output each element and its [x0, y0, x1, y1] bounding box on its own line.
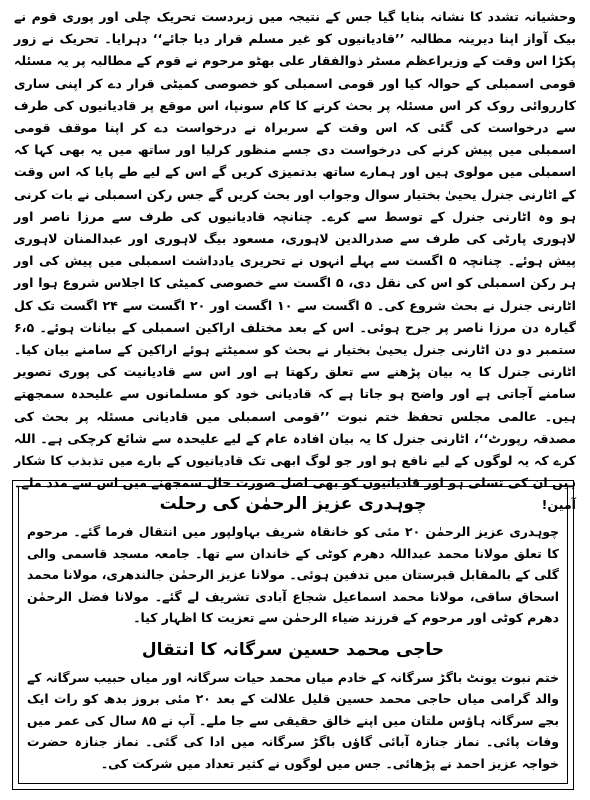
- article-paragraph: وحشیانہ تشدد کا نشانہ بنایا گیا جس کے نتیجہ میں زبردست تحریک چلی اور پوری قوم نے بیک آواز اپنا دیرینہ مطالبہ ’’قادیانیوں کو غیر مسلم قرار دیا جائے‘‘ دہرایا۔ تحریک نے زور پکڑا اس وقت کے وزیراعظم مسٹر ذوالفقار علی بھٹو مرحوم نے قوم کے مطالبہ پر یہ مسئلہ قومی اسمبلی کے حوالہ کیا اور قومی اسمبلی کو خصوصی کمیٹی قرار دے کر اپنی ساری کارروائی روک کر اس مسئلہ پر بحث کرنے کا کام سونپا، اس موقع پر قادیانیوں کی طرف سے درخواست کی گئی کہ اس وقت کے سربراہ نے درخواست دے کر اپنا موقف قومی اسمبلی میں پیش کرنے کی درخواست دی جسے منظور کرلیا اور ساتھ میں یہ بھی کہا کہ اسمبلی میں مولوی ہیں اور ہمارے ساتھ بدتمیزی کریں گے اس کے لیے طے پایا کہ اس وقت کے اٹارنی جنرل یحییٰ بختیار سوال وجواب اور بحث کریں گے جس رکن اسمبلی نے بات کرنی ہو وہ اٹارنی جنرل کے توسط سے کرے۔ چنانچہ قادیانیوں کی طرف سے مرزا ناصر اور لاہوری پارٹی کی طرف سے صدرالدین لاہوری، مسعود بیگ لاہوری اور عبدالمنان لاہوری پیش ہوئے۔ چنانچہ ۵ اگست سے پہلے انہوں نے تحریری یادداشت اسمبلی میں پیش کی اور ہر رکن اسمبلی کو اس کی نقل دی، ۵ اگست سے خصوصی کمیٹی کا اجلاس شروع ہوا اور اٹارنی جنرل نے بحث شروع کی۔ ۵ اگست سے ۱۰ اگست اور ۲۰ اگست سے ۲۴ اگست تک کل گیارہ دن مرزا ناصر پر جرح ہوئی۔ اس کے بعد مختلف اراکین اسمبلی کے بیانات ہوئے۔ ۶،۵ ستمبر دو دن اٹارنی جنرل یحییٰ بختیار نے بحث کو سمیٹتے ہوئے اراکین کے سامنے بیان کیا۔ اٹارنی جنرل کا یہ بیان پڑھنے سے تعلق رکھتا ہے اور اس سے قادیانیت کی پوری تصویر سامنے آجاتی ہے اور واضح ہو جاتا ہے کہ قادیانی خود کو مسلمانوں سے علیحدہ سمجھتے ہیں۔ عالمی مجلس تحفظ ختم نبوت ’’قومی اسمبلی میں قادیانی مسئلہ پر بحث کی مصدقہ رپورٹ‘‘، اٹارنی جنرل کا یہ بیان افادہ عام کے لیے علیحدہ سے شائع کرچکی ہے۔ اللہ کرے کہ یہ لوگوں کے لیے نافع ہو اور جو لوگ ابھی تک قادیانیوں کے بارے میں تذبذب کا شکار ہیں ان کی تسلی ہو اور قادیانیوں کو بھی اصل صورت حال سمجھنے میں اس سے مدد ملے۔ آمین!: [14, 9, 577, 513]
- obituary-title-muhammad-hussain: حاجی محمد حسین سرگانہ کا انتقال: [141, 639, 445, 660]
- obituary-box: [12, 480, 574, 790]
- obituary-title-aziz-ur-rehman: چوہدری عزیز الرحمٰن کی رحلت: [159, 494, 427, 514]
- obituary-body-aziz-ur-rehman: چوہدری عزیز الرحمٰن ۲۰ مئی کو خانقاہ شریف بہاولپور میں انتقال فرما گئے۔ مرحوم کا تعلق مولانا محمد عبداللہ دھرم کوٹی کے خاندان سے تھا۔ جامعہ مسجد قاسمی والی گلی کے بالمقابل قبرستان میں تدفین ہوئی۔ مولانا عزیز الرحمٰن جالندھری، مولانا محمد اسحاق ساقی، مولانا محمد اسماعیل شجاع آبادی تشریف لے گئے۔ مولانا فضل الرحمٰن دھرم کوٹی اور مرحوم کے فرزند ضیاء الرحمٰن سے تعزیت کا اظہار کیا۔: [27, 524, 559, 625]
- obituary-body-muhammad-hussain: ختم نبوت یونٹ باگڑ سرگانہ کے خادم میاں محمد حیات سرگانہ اور میاں حبیب سرگانہ کے والد گرامی میاں حاجی محمد حسین قلیل علالت کے بعد ۲۰ مئی بروز بدھ کو رات ایک بجے سرگانہ ہاؤس ملتان میں اپنے خالق حقیقی سے جا ملے۔ آپ نے ۸۵ سال کی عمر میں وفات پائی۔ نماز جنازہ آبائی گاؤں باگڑ سرگانہ میں ادا کی گئی۔ نماز جنازہ حضرت خواجہ عزیز احمد نے پڑھائی۔ جس میں لوگوں نے کثیر تعداد میں شرکت کی۔: [26, 669, 559, 771]
